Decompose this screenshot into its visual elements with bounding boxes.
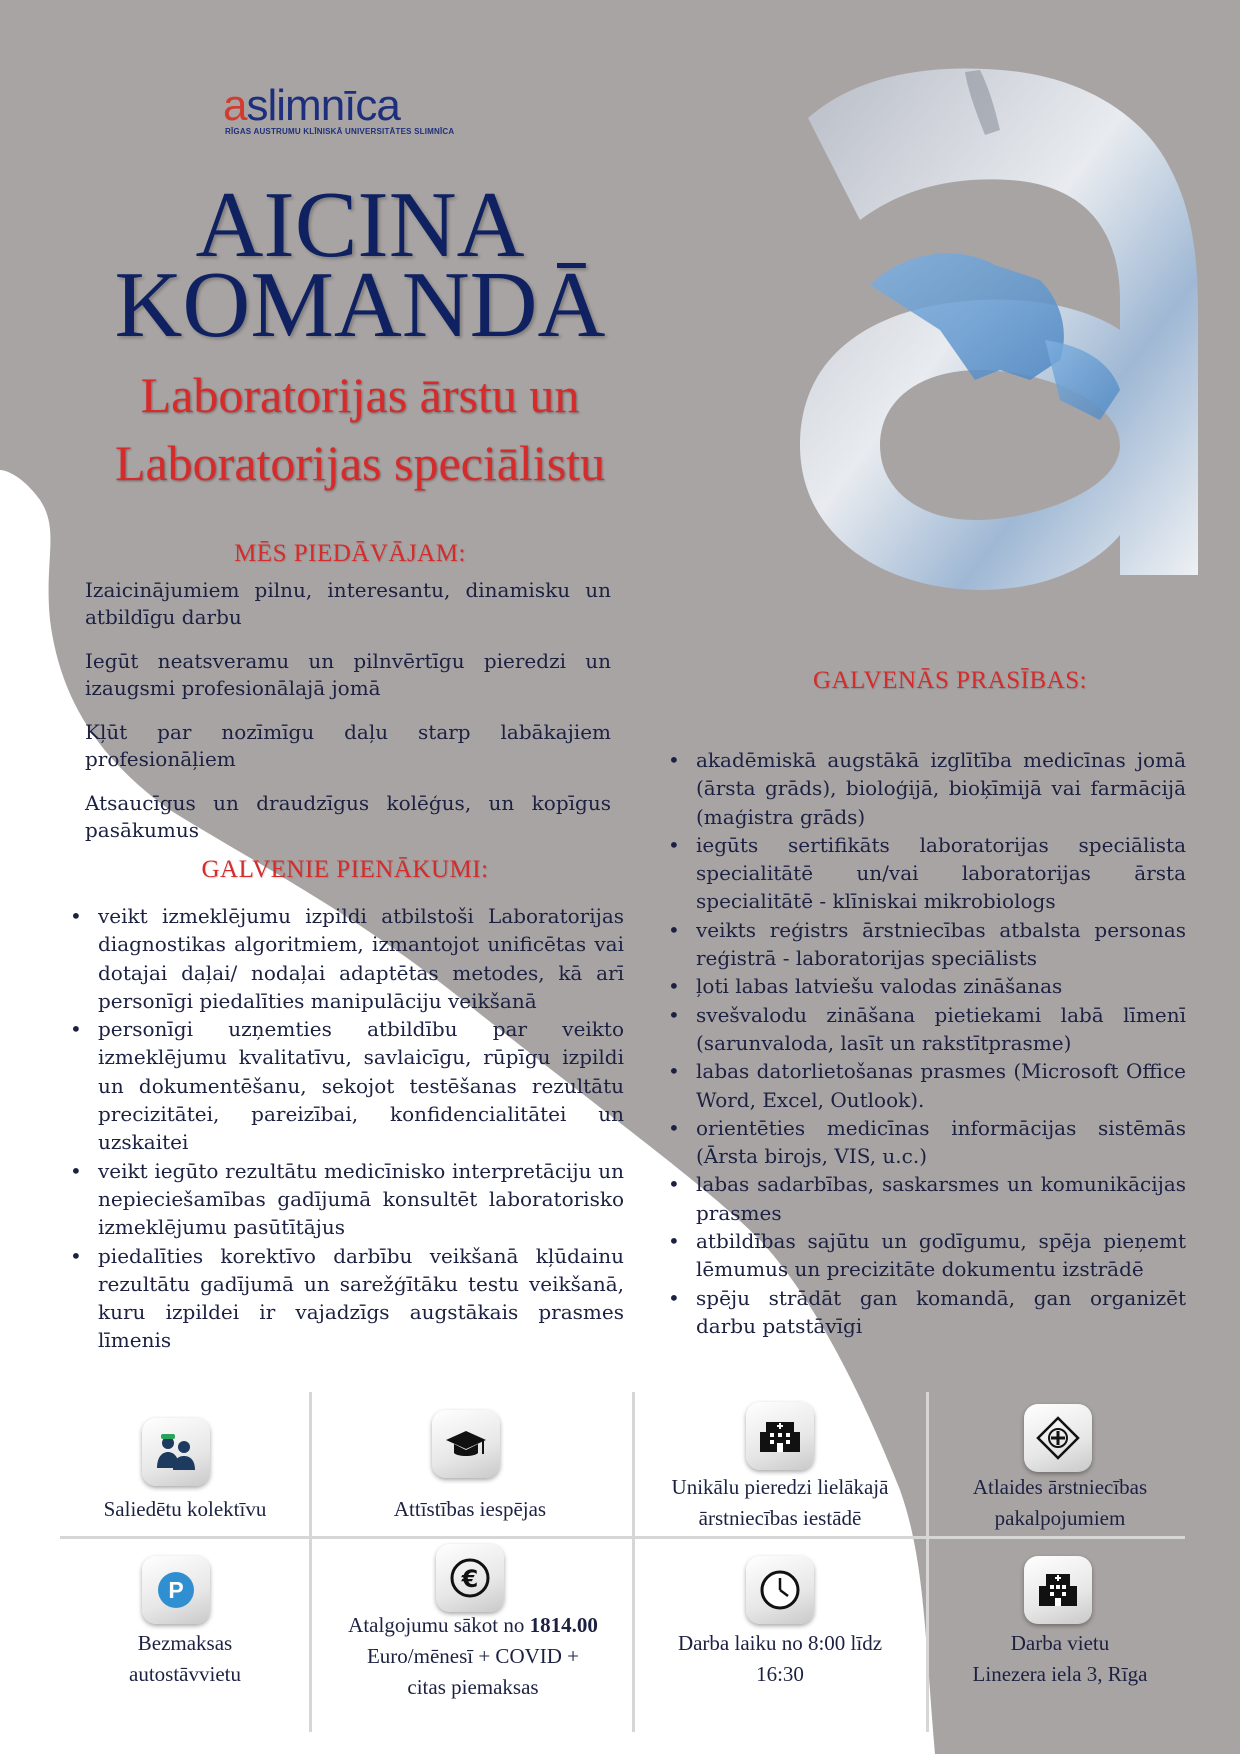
benefit-text: Euro/mēnesī + COVID + bbox=[366, 1644, 580, 1668]
title-line-1: AICINA bbox=[195, 173, 525, 277]
benefit-text: Bezmaksas bbox=[137, 1631, 233, 1655]
subtitle-line-1: Laboratorijas ārstu un bbox=[140, 367, 580, 423]
benefit-development bbox=[330, 1494, 610, 1525]
requirements-list bbox=[666, 746, 1186, 1340]
svg-text:€: € bbox=[461, 1565, 479, 1593]
benefit-text: Darba vietu bbox=[1010, 1631, 1110, 1655]
logo-subtitle: RĪGAS AUSTRUMU KLĪNISKĀ UNIVERSITĀTES SLIMNĪCA bbox=[225, 127, 455, 136]
benefit-experience bbox=[640, 1472, 920, 1534]
benefit-discounts bbox=[940, 1472, 1180, 1534]
benefit-team bbox=[70, 1494, 300, 1525]
logo-letter-a: a bbox=[223, 81, 247, 130]
duties-list bbox=[68, 902, 624, 1355]
salary-prefix: Atalgojumu sākot no bbox=[348, 1613, 525, 1637]
requirement-item: • labas sadarbības, saskarsmes un komunikācijas prasmes bbox=[666, 1170, 1186, 1227]
requirements-heading: GALVENĀS PRASĪBAS: bbox=[812, 667, 1088, 694]
hospital-logo[interactable] bbox=[223, 82, 400, 130]
benefit-text: Linezera iela 3, Rīga bbox=[972, 1662, 1148, 1686]
benefit-text: Atlaides ārstniecības bbox=[972, 1475, 1148, 1499]
salary-amount: 1814.00 bbox=[529, 1613, 598, 1637]
hospital-building-icon bbox=[746, 1402, 814, 1470]
duty-item: • piedalīties korektīvo darbību veikšanā kļūdainu rezultātu gadījumā un sarežģītāku testu veikšanā, kuru izpildei ir vajadzīgs augstākais prasmes līmenis bbox=[68, 1242, 624, 1355]
requirement-item: • orientēties medicīnas informācijas sistēmās (Ārsta birojs, VIS, u.c.) bbox=[666, 1114, 1186, 1171]
offer-item: Izaicinājumiem pilnu, interesantu, dinamisku un atbildīgu darbu bbox=[85, 578, 611, 629]
benefit-text: pakalpojumiem bbox=[994, 1506, 1126, 1530]
benefit-parking bbox=[70, 1628, 300, 1690]
grid-divider-vertical bbox=[632, 1392, 635, 1732]
graduation-cap-icon bbox=[432, 1410, 500, 1478]
requirement-item: • svešvalodu zināšana pietiekami labā līmenī (sarunvaloda, lasīt un rakstītprasme) bbox=[666, 1001, 1186, 1058]
offer-list bbox=[85, 577, 611, 861]
requirement-item: • veikts reģistrs ārstniecības atbalsta personas reģistrā - laboratorijas speciālists bbox=[666, 916, 1186, 973]
title-line-2: KOMANDĀ bbox=[114, 253, 606, 357]
requirement-item: • iegūts sertifikāts laboratorijas speciālista specialitātē un/vai laboratorijas ārsta specialitātē - klīniskai mikrobiologs bbox=[666, 831, 1186, 916]
grid-divider-vertical bbox=[926, 1392, 929, 1732]
grid-divider-horizontal bbox=[60, 1536, 1185, 1539]
medical-cross-icon bbox=[1024, 1404, 1092, 1472]
offer-item: Iegūt neatsveramu un pilnvērtīgu pieredzi un izaugsmi profesionālajā jomā bbox=[85, 649, 611, 700]
euro-icon bbox=[436, 1544, 504, 1612]
offer-item: Atsaucīgus un draudzīgus kolēģus, un kopīgus pasākumus bbox=[85, 791, 611, 842]
parking-icon bbox=[142, 1556, 210, 1624]
benefit-salary bbox=[318, 1610, 628, 1703]
grid-divider-vertical bbox=[309, 1392, 312, 1732]
benefit-text: Attīstības iespējas bbox=[393, 1497, 547, 1521]
requirement-item: • spēju strādāt gan komandā, gan organizēt darbu patstāvīgi bbox=[666, 1284, 1186, 1341]
benefit-workplace bbox=[940, 1628, 1180, 1690]
duty-item: • veikt iegūto rezultātu medicīnisko interpretāciju un nepieciešamības gadījumā konsultēt laboratorisko izmeklējumu pasūtītājus bbox=[68, 1157, 624, 1242]
duty-item: • veikt izmeklējumu izpildi atbilstoši Laboratorijas diagnostikas algoritmiem, izmantojot unificētas vai dotajai daļai/ nodaļai adaptētas metodes, kā arī personīgi piedalīties manipulāciju veikšanā bbox=[68, 902, 624, 1015]
benefit-text: Unikālu pieredzi lielākajā bbox=[671, 1475, 889, 1499]
benefit-text bbox=[318, 1610, 628, 1641]
benefit-working-hours bbox=[640, 1628, 920, 1690]
logo-brand-name: slimnīca bbox=[246, 81, 400, 130]
benefit-text: ārstniecības iestādē bbox=[698, 1506, 862, 1530]
subtitle-line-2: Laboratorijas speciālistu bbox=[114, 435, 606, 491]
benefit-text: citas piemaksas bbox=[407, 1675, 539, 1699]
duties-heading: GALVENIE PIENĀKUMI: bbox=[201, 856, 489, 883]
benefit-text: Saliedētu kolektīvu bbox=[103, 1497, 267, 1521]
team-icon bbox=[142, 1418, 210, 1486]
duty-item: • personīgi uzņemties atbildību par veikto izmeklējumu kvalitatīvu, savlaicīgu, rūpīgu izpildi un dokumentēšanu, sekojot testēšanas rezultātu precizitātei, pareizībai, konfidencialitātei un uzskaitei bbox=[68, 1015, 624, 1156]
benefit-text: 16:30 bbox=[756, 1662, 804, 1686]
clock-icon bbox=[746, 1556, 814, 1624]
offer-item: Kļūt par nozīmīgu daļu starp labākajiem profesionāļiem bbox=[85, 720, 611, 771]
benefit-text: Darba laiku no 8:00 līdz bbox=[677, 1631, 883, 1655]
office-building-icon bbox=[1024, 1556, 1092, 1624]
svg-text:P: P bbox=[168, 1577, 184, 1603]
requirement-item: • ļoti labas latviešu valodas zināšanas bbox=[666, 972, 1186, 1000]
requirement-item: • atbildības sajūtu un godīgumu, spēja pieņemt lēmumus un precizitāte dokumentu izstrādē bbox=[666, 1227, 1186, 1284]
requirement-item: • akadēmiskā augstākā izglītība medicīnas jomā (ārsta grāds), bioloģijā, bioķīmijā vai farmācijā (maģistra grāds) bbox=[666, 746, 1186, 831]
requirement-item: • labas datorlietošanas prasmes (Microsoft Office Word, Excel, Outlook). bbox=[666, 1057, 1186, 1114]
offer-heading: MĒS PIEDĀVĀJAM: bbox=[234, 540, 466, 567]
benefit-text: autostāvvietu bbox=[129, 1662, 241, 1686]
